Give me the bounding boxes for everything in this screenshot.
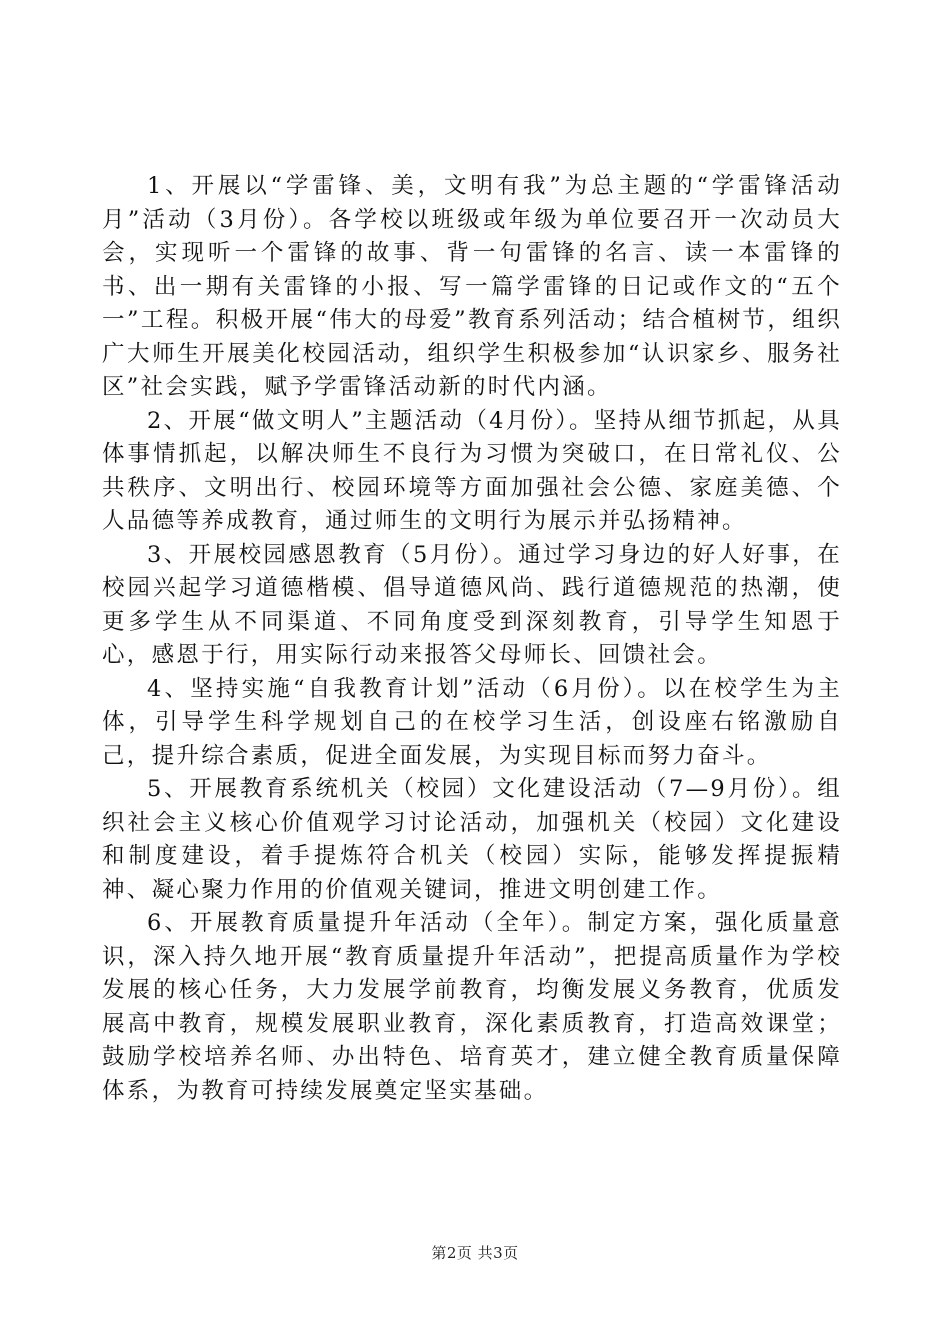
document-body bbox=[102, 170, 842, 1108]
paragraph-2: 2、开展“做文明人”主题活动（4月份）。坚持从细节抓起，从具体事情抓起，以解决师生不良行为习惯为突破口，在日常礼仪、公共秩序、文明出行、校园环境等方面加强社会公德、家庭美德、个人品德等养成教育，通过师生的文明行为展示并弘扬精神。 bbox=[102, 407, 842, 534]
paragraph-1: 1、开展以“学雷锋、美，文明有我”为总主题的“学雷锋活动月”活动（3月份）。各学校以班级或年级为单位要召开一次动员大会，实现听一个雷锋的故事、背一句雷锋的名言、读一本雷锋的书、出一期有关雷锋的小报、写一篇学雷锋的日记或作文的“五个一”工程。积极开展“伟大的母爱”教育系列活动；结合植树节，组织广大师生开展美化校园活动，组织学生积极参加“认识家乡、服务社区”社会实践，赋予学雷锋活动新的时代内涵。 bbox=[102, 173, 842, 400]
page-number-footer: 第2页 共3页 bbox=[431, 1244, 519, 1262]
paragraph-4: 4、坚持实施“自我教育计划”活动（6月份）。以在校学生为主体，引导学生科学规划自己的在校学习生活，创设座右铭激励自己，提升综合素质，促进全面发展，为实现目标而努力奋斗。 bbox=[102, 675, 842, 769]
paragraph-3: 3、开展校园感恩教育（5月份）。通过学习身边的好人好事，在校园兴起学习道德楷模、倡导道德风尚、践行道德规范的热潮，使更多学生从不同渠道、不同角度受到深刻教育，引导学生知恩于心，感恩于行，用实际行动来报答父母师长、回馈社会。 bbox=[102, 541, 842, 668]
paragraph-6: 6、开展教育质量提升年活动（全年）。制定方案，强化质量意识，深入持久地开展“教育质量提升年活动”，把提高质量作为学校发展的核心任务，大力发展学前教育，均衡发展义务教育，优质发展高中教育，规模发展职业教育，深化素质教育，打造高效课堂；鼓励学校培养名师、办出特色、培育英才，建立健全教育质量保障体系，为教育可持续发展奠定坚实基础。 bbox=[102, 910, 842, 1104]
paragraph-5: 5、开展教育系统机关（校园）文化建设活动（7—9月份）。组织社会主义核心价值观学习讨论活动，加强机关（校园）文化建设和制度建设，着手提炼符合机关（校园）实际，能够发挥提振精神、凝心聚力作用的价值观关键词，推进文明创建工作。 bbox=[102, 776, 842, 903]
